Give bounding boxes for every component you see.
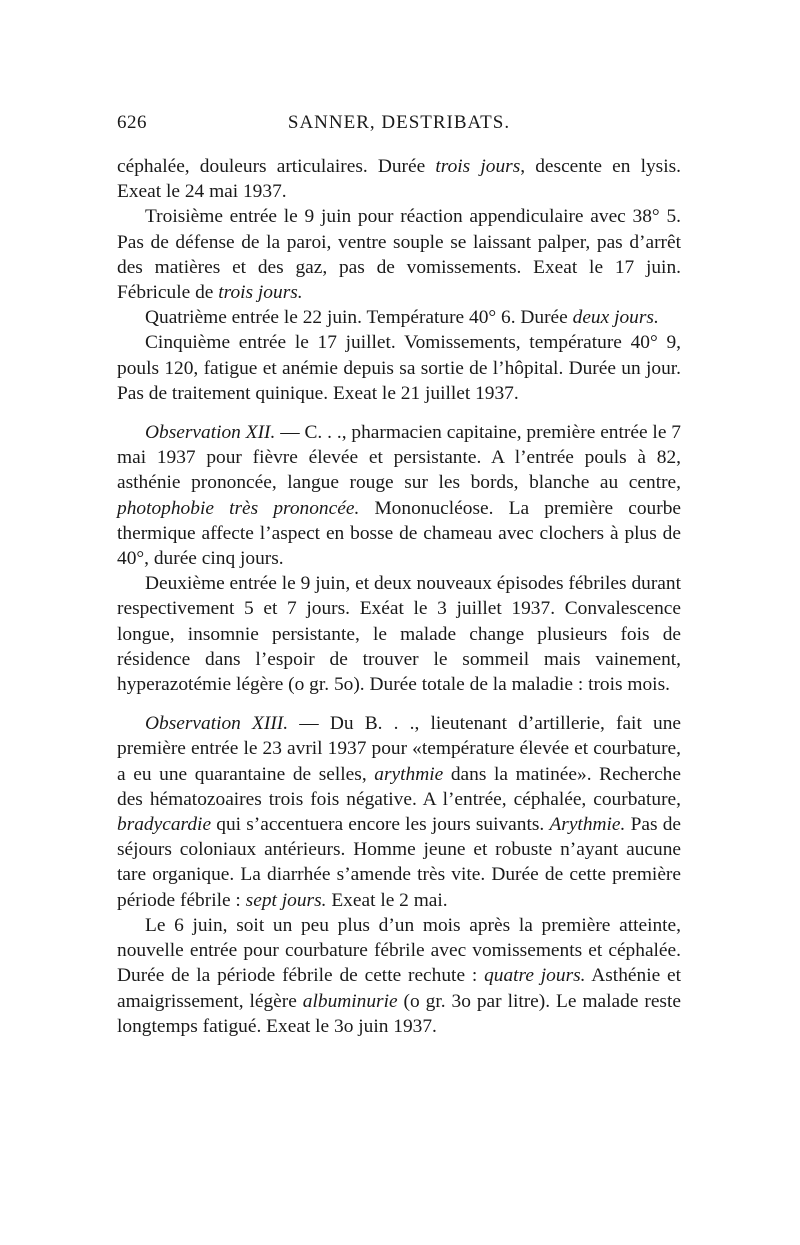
italic-text: trois jours: [435, 156, 521, 177]
text-run: qui s’accentuera encore les jours suivants.: [211, 814, 550, 836]
italic-text: arythmie: [374, 763, 444, 785]
body-text: [117, 154, 681, 1039]
observation-xii-paragraph: [117, 420, 681, 571]
text-run: Cinquième entrée le 17 juillet. Vomissements, température 40° 9, pouls 120, fatigue et anémie depuis sa sortie de l’hôpital. Durée un jour. Pas de traitement quinique. Exeat le 21 juillet 1937.: [117, 332, 681, 404]
text-run: Exeat le 2 mai.: [326, 889, 448, 911]
text-run: céphalée, douleurs articulaires. Durée: [117, 156, 436, 177]
italic-text: bradycardie: [117, 814, 212, 836]
paragraph-2: [117, 204, 681, 305]
text-run: Deuxième entrée le 9 juin, et deux nouveaux épisodes fébriles durant respectivement 5 et 7 jours. Exéat le 3 juillet 1937. Convalescence longue, insomnie persistante, le malade change plusieurs fois de résidence dans l’espoir de trouver le sommeil mais vainement, hyperazotémie légère (o gr. 5o). Durée totale de la maladie : trois mois.: [117, 573, 681, 696]
italic-text: quatre jours.: [484, 965, 586, 987]
italic-text: deux jours.: [572, 307, 659, 329]
italic-text: sept jours.: [245, 889, 327, 911]
italic-text: albuminurie: [302, 990, 398, 1012]
text-run: Mononucléose. La première courbe thermique affecte l’aspect en bosse de chameau avec clochers à plus de 40°, durée cinq jours.: [117, 497, 681, 570]
italic-text: Observation XII.: [145, 422, 276, 444]
text-run: , descente en lysis. Exeat le 24 mai 1937.: [117, 156, 681, 203]
running-title: SANNER, DESTRIBATS.: [287, 112, 511, 133]
text-run: Troisième entrée le 9 juin pour réaction appendiculaire avec 38° 5. Pas de défense de la paroi, ventre souple se laissant palper, pas d’arrêt des matières et des gaz, pas de vomissements. Exeat le 17 juin. Fébricule de: [117, 206, 681, 304]
text-run: Pas de séjours coloniaux antérieurs. Homme jeune et robuste n’ayant aucune tare organique. La diarrhée s’amende très vite. Durée de cette première période fébrile :: [117, 814, 681, 911]
paragraph-3: [117, 305, 681, 330]
text-run: Le 6 juin, soit un peu plus d’un mois après la première atteinte, nouvelle entrée pour courbature fébrile avec vomissements et céphalée. Durée de la période fébrile de cette rechute :: [117, 914, 681, 987]
text-run: — C. . ., pharmacien capitaine, première entrée le 7 mai 1937 pour fièvre élevée et persistante. A l’entrée pouls à 82, asthénie prononcée, langue rouge sur les bords, blanche au centre,: [117, 422, 681, 494]
text-run: Asthénie et amaigrissement, légère: [117, 965, 681, 1012]
italic-text: Observation XIII.: [145, 713, 289, 735]
paragraph-6: [117, 571, 681, 697]
paragraph-4: [117, 330, 681, 406]
text-run: (o gr. 3o par litre). Le malade reste longtemps fatigué. Exeat le 3o juin 1937.: [117, 990, 681, 1037]
italic-text: Arythmie.: [549, 814, 626, 836]
observation-xiii-paragraph: [117, 711, 681, 913]
italic-text: photophobie très prononcée.: [117, 497, 360, 519]
text-run: Quatrième entrée le 22 juin. Température 40° 6. Durée: [145, 307, 573, 329]
book-page: [117, 112, 681, 1039]
paragraph-1: [117, 154, 681, 204]
page-number: 626: [117, 112, 147, 133]
text-run: — Du B. . ., lieutenant d’artillerie, fait une première entrée le 23 avril 1937 pour «température élevée et courbature, a eu une quarantaine de selles,: [117, 713, 681, 785]
italic-text: trois jours.: [218, 282, 303, 304]
text-run: dans la matinée». Recherche des hématozoaires trois fois négative. A l’entrée, céphalée, courbature,: [117, 763, 681, 810]
page-header: [117, 112, 681, 142]
paragraph-8: [117, 913, 681, 1039]
